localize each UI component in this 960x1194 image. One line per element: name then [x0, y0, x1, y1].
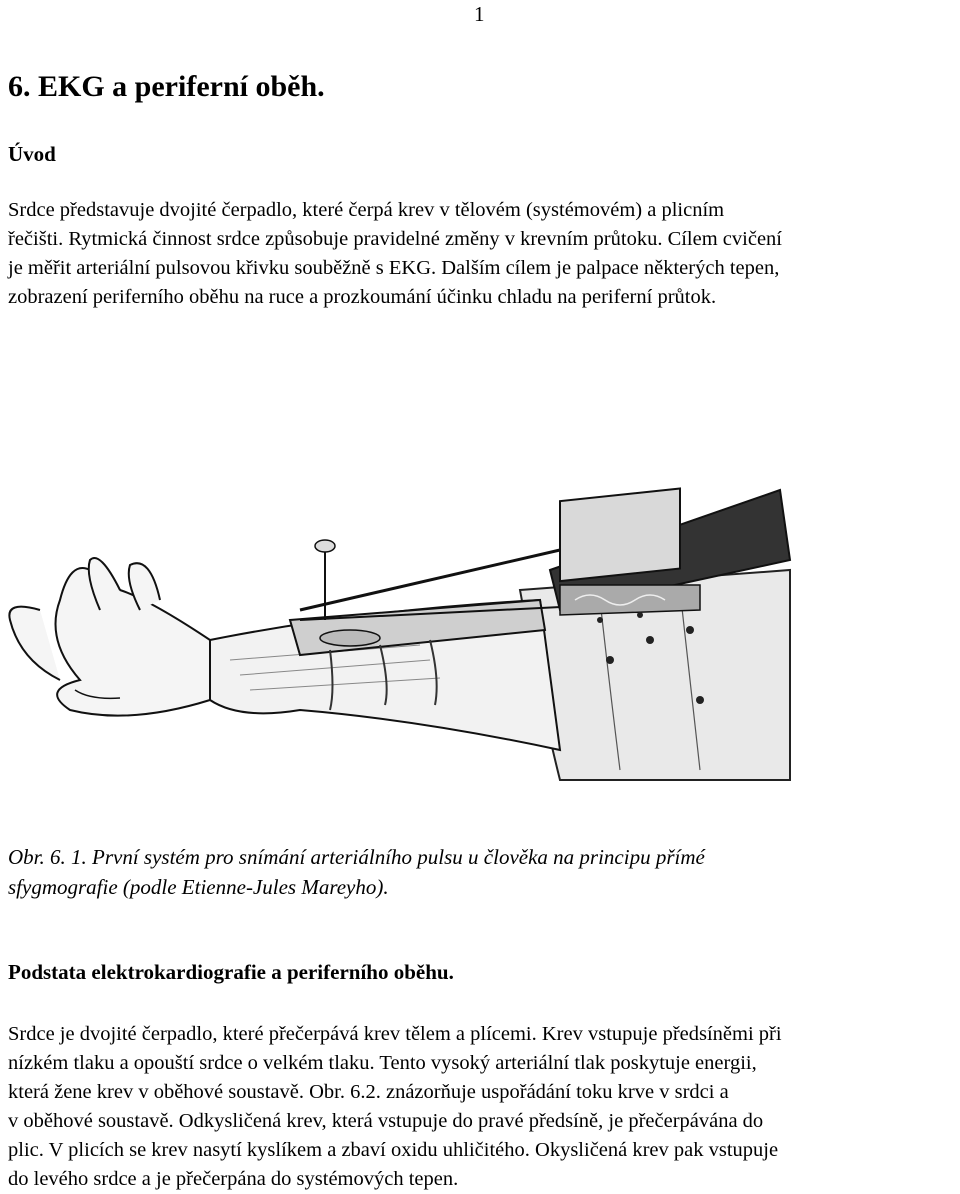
body-line: Srdce je dvojité čerpadlo, které přečerpává krev tělem a plícemi. Krev vstupuje předsíněmi při: [8, 1023, 782, 1045]
figure-caption: [8, 842, 705, 902]
intro-paragraph: [8, 196, 958, 312]
body-line: do levého srdce a je přečerpána do systémových tepen.: [8, 1168, 459, 1190]
intro-line: je měřit arteriální pulsovou křivku souběžně s EKG. Dalším cílem je palpace některých tepen,: [8, 257, 780, 279]
intro-heading: Úvod: [8, 142, 56, 166]
intro-line: zobrazení periferního oběhu na ruce a prozkoumání účinku chladu na periferní průtok.: [8, 286, 717, 308]
caption-line: Obr. 6. 1. První systém pro snímání arteriálního pulsu u člověka na principu přímé: [8, 845, 705, 869]
body-line: nízkém tlaku a opouští srdce o velkém tlaku. Tento vysoký arteriální tlak poskytuje energii,: [8, 1052, 757, 1074]
page-number: 1: [474, 2, 485, 26]
section-heading: Podstata elektrokardiografie a periferního oběhu.: [8, 960, 454, 984]
body-line: plic. V plicích se krev nasytí kyslíkem a zbaví oxidu uhličitého. Okysličená krev pak vstupuje: [8, 1139, 779, 1161]
sphygmograph-illustration-icon: [0, 450, 800, 790]
body-line: která žene krev v oběhové soustavě. Obr. 6.2. znázorňuje uspořádání toku krve v srdci a: [8, 1081, 729, 1103]
page-title: 6. EKG a periferní oběh.: [8, 70, 325, 103]
body-paragraph: [8, 1020, 958, 1194]
body-line: v oběhové soustavě. Odkysličená krev, která vstupuje do pravé předsíně, je přečerpávána do: [8, 1110, 764, 1132]
caption-line: sfygmografie (podle Etienne-Jules Mareyho).: [8, 875, 389, 899]
intro-line: Srdce představuje dvojité čerpadlo, které čerpá krev v tělovém (systémovém) a plicním: [8, 199, 725, 221]
intro-line: řečišti. Rytmická činnost srdce způsobuje pravidelné změny v krevním průtoku. Cílem cvičení: [8, 228, 782, 250]
